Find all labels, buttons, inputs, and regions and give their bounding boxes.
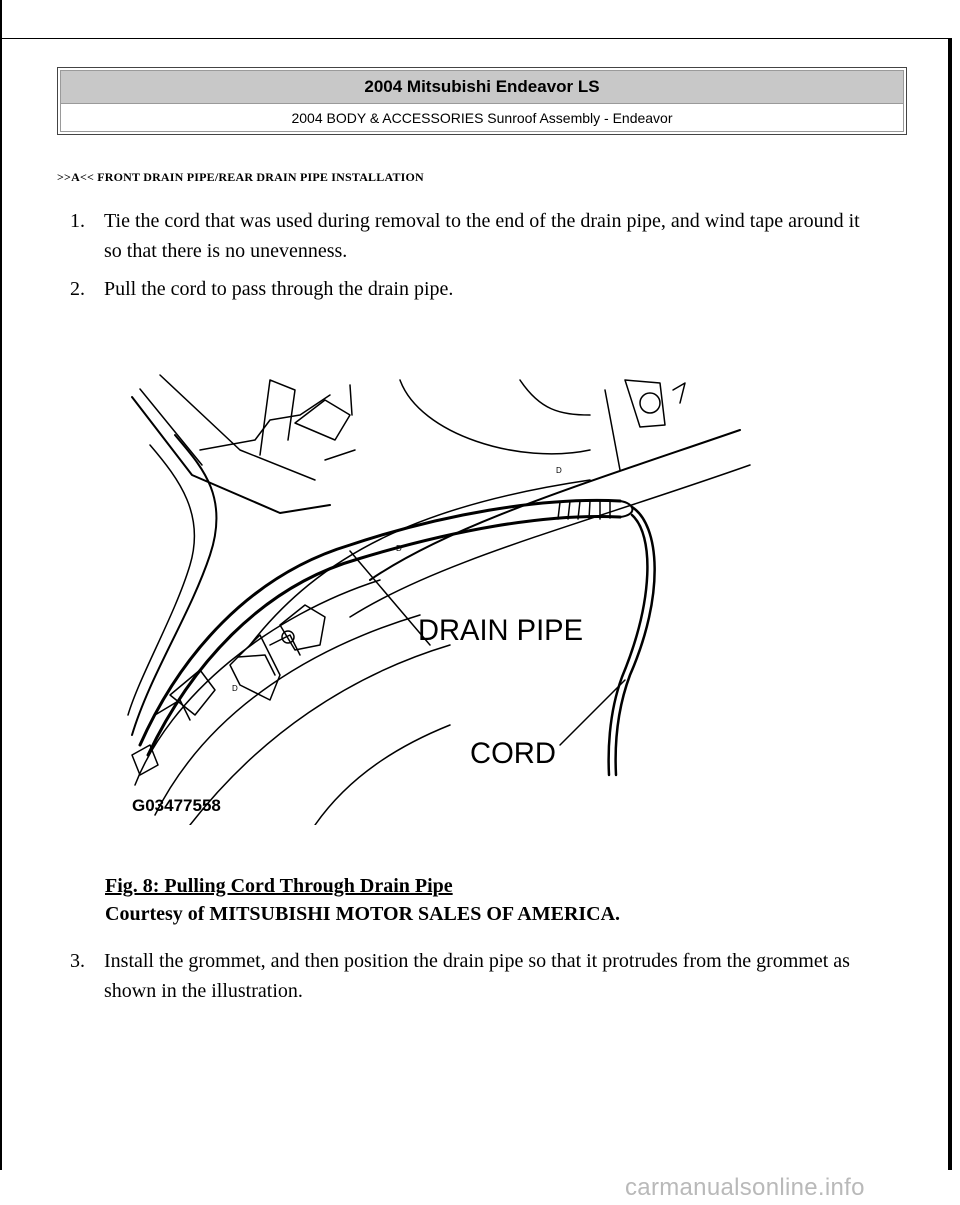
step-item xyxy=(70,206,870,266)
step-text: Install the grommet, and then position the drain pipe so that it protrudes from the grommet as shown in the illustration. xyxy=(104,950,850,1002)
page-frame-left xyxy=(0,0,2,1170)
drain-pipe-label: DRAIN PIPE xyxy=(418,614,583,647)
site-watermark: carmanualsonline.info xyxy=(625,1174,865,1201)
marker-d-label: D xyxy=(396,544,402,553)
document-header xyxy=(57,67,907,135)
section-heading: >>A<< FRONT DRAIN PIPE/REAR DRAIN PIPE INSTALLATION xyxy=(57,170,424,184)
page-frame-top xyxy=(0,38,952,39)
step-number: 2. xyxy=(70,278,85,300)
step-item xyxy=(70,946,870,1006)
drain-pipe-illustration xyxy=(120,355,760,825)
header-title: 2004 Mitsubishi Endeavor LS xyxy=(61,71,903,104)
step-text: Pull the cord to pass through the drain pipe. xyxy=(104,278,454,300)
figure-courtesy: Courtesy of MITSUBISHI MOTOR SALES OF AMERICA. xyxy=(105,903,621,925)
figure-caption-link[interactable]: Fig. 8: Pulling Cord Through Drain Pipe xyxy=(105,875,453,897)
step-number: 1. xyxy=(70,210,85,232)
step-text: Tie the cord that was used during removal to the end of the drain pipe, and wind tape around it so that there is no unevenness. xyxy=(104,210,860,262)
page-frame-right xyxy=(948,38,952,1170)
marker-d-label: D xyxy=(556,466,562,475)
steps-list xyxy=(70,206,870,312)
steps-list-continued xyxy=(70,946,870,1014)
figure-code: G03477558 xyxy=(132,796,221,815)
figure-caption xyxy=(105,872,620,928)
header-subtitle: 2004 BODY & ACCESSORIES Sunroof Assembly - Endeavor xyxy=(291,110,673,126)
cord-label: CORD xyxy=(470,737,556,770)
step-item xyxy=(70,274,870,304)
step-number: 3. xyxy=(70,950,85,972)
marker-d-label: D xyxy=(232,684,238,693)
